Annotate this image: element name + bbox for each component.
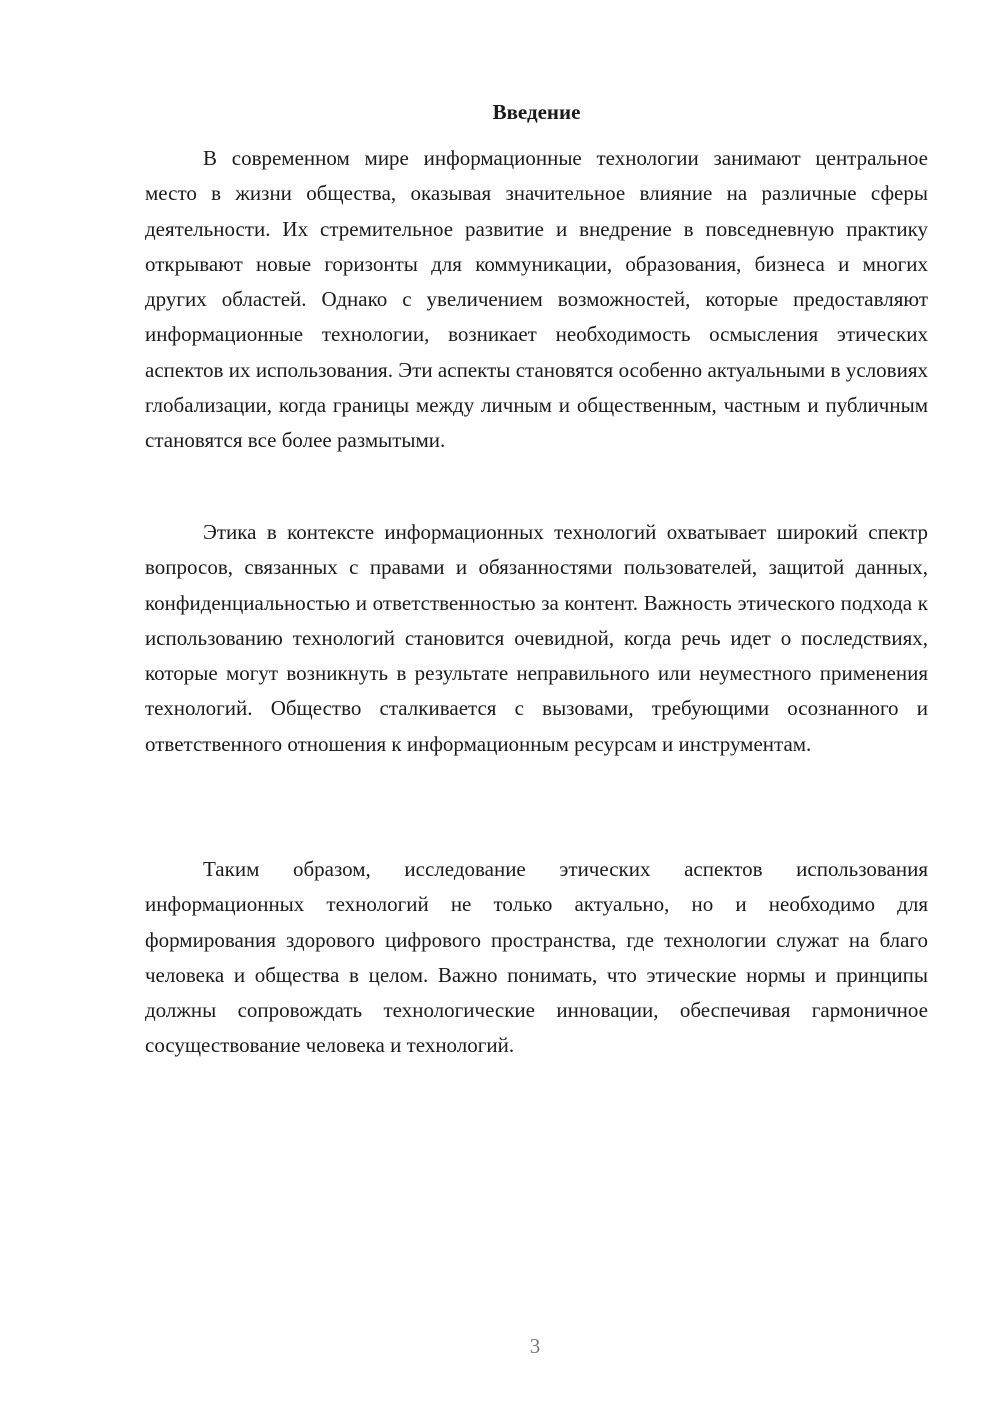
paragraph-conclusion: Таким образом, исследование этических аспектов использования информационных технологий не только актуально, но и необходимо для формирования здорового цифрового пространства, где технологии служат на благо человека и общества в целом. Важно понимать, что этические нормы и принципы должны сопровождать технологические инновации, обеспечивая гармоничное сосуществование человека и технологий. — [145, 857, 928, 1058]
paragraph-intro: В современном мире информационные технологии занимают центральное место в жизни общества, оказывая значительное влияние на различные сферы деятельности. Их стремительное развитие и внедрение в повседневную практику открывают новые горизонты для коммуникации, образования, бизнеса и многих других областей. Однако с увеличением возможностей, которые предоставляют информационные технологии, возникает необходимость осмысления этических аспектов их использования. Эти аспекты становятся особенно актуальными в условиях глобализации, когда границы между личным и общественным, частным и публичным становятся все более размытыми. — [145, 146, 928, 453]
page-title: Введение — [492, 100, 581, 124]
page-number: 3 — [529, 1334, 541, 1358]
paragraph-ethics: Этика в контексте информационных технологий охватывает широкий спектр вопросов, связанных с правами и обязанностями пользователей, защитой данных, конфиденциальностью и ответственностью за контент. Важность этического подхода к использованию технологий становится очевидной, когда речь идет о последствиях, которые могут возникнуть в результате неправильного или неуместного применения технологий. Общество сталкивается с вызовами, требующими осознанного и ответственного отношения к информационным ресурсам и инструментам. — [145, 520, 928, 756]
